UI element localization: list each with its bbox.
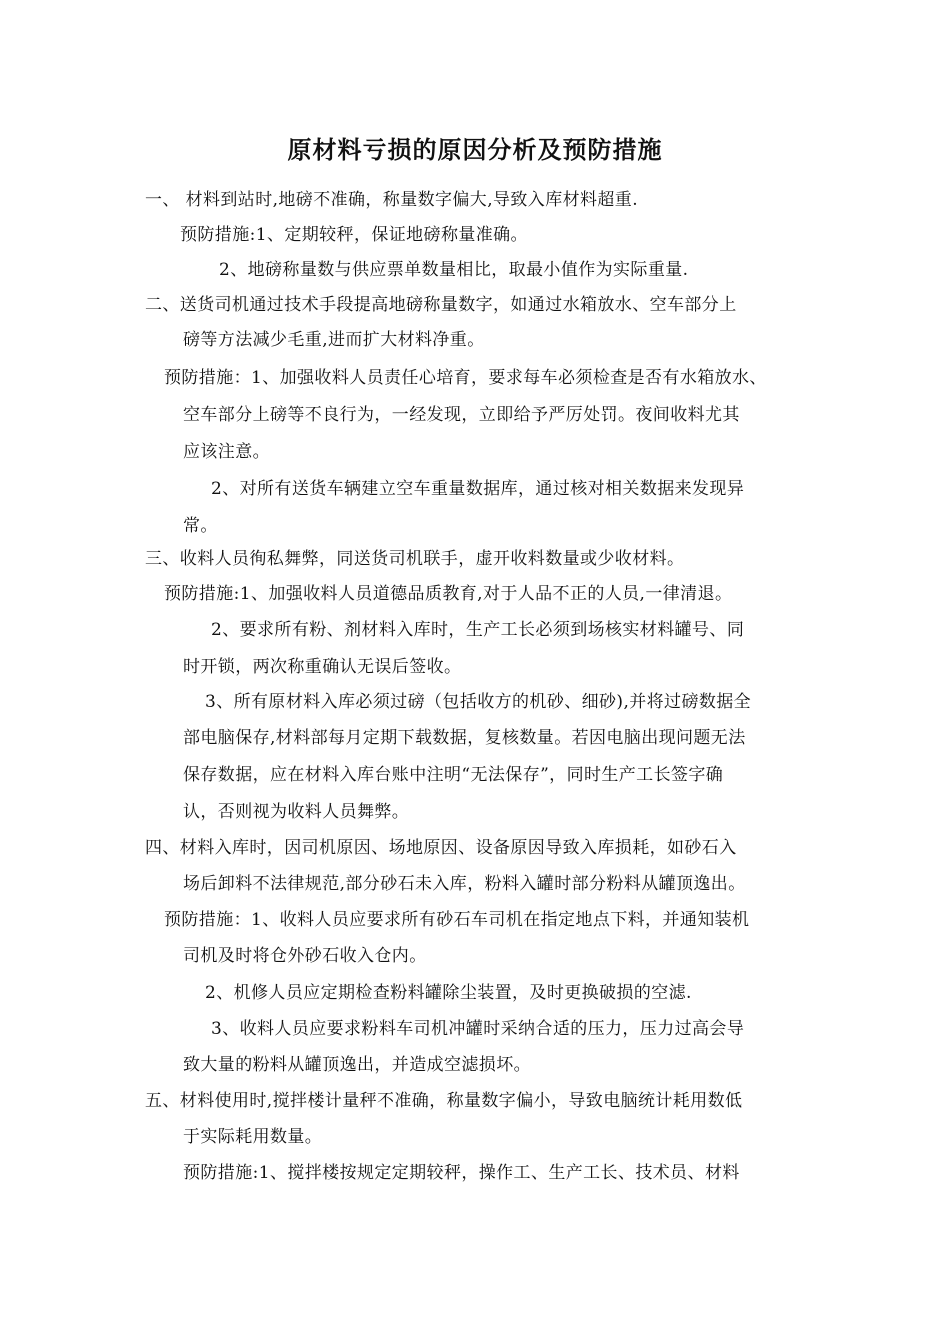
section-3-measure-1: 预防措施:1、加强收料人员道德品质教育,对于人品不正的人员,一律清退。 [164,584,733,604]
section-3-measure-3-cont: 认，否则视为收料人员舞弊。 [183,802,410,822]
section-1-measure-1: 预防措施:1、定期较秤，保证地磅称量准确。 [180,225,528,245]
section-3-measure-2: 2、要求所有粉、剂材料入库时，生产工长必须到场核实材料罐号、同 [211,620,745,640]
document-title: 原材料亏损的原因分析及预防措施 [287,136,663,164]
section-1-measure-2: 2、地磅称量数与供应票单数量相比，取最小值作为实际重量. [219,260,689,280]
section-4-measure-3-cont: 致大量的粉料从罐顶逸出，并造成空滤损坏。 [183,1055,531,1075]
section-5-measure-1: 预防措施:1、搅拌楼按规定定期较秤，操作工、生产工长、技术员、材料 [183,1163,740,1183]
section-3-heading: 三、收料人员徇私舞弊，同送货司机联手，虚开收料数量或少收材料。 [145,549,685,569]
section-5-heading: 五、材料使用时,搅拌楼计量秤不准确，称量数字偏小，导致电脑统计耗用数低 [145,1091,743,1111]
section-2-measure-2: 2、对所有送货车辆建立空车重量数据库，通过核对相关数据来发现异 [211,479,745,499]
section-4-heading: 四、材料入库时，因司机原因、场地原因、设备原因导致入库损耗，如砂石入 [145,838,737,858]
section-3-measure-3: 3、所有原材料入库必须过磅（包括收方的机砂、细砂),并将过磅数据全 [205,692,752,712]
section-3-measure-2-cont: 时开锁，两次称重确认无误后签收。 [183,657,462,677]
section-2-measure-1-cont: 应该注意。 [183,442,270,462]
section-2-heading: 二、送货司机通过技术手段提高地磅称量数字，如通过水箱放水、空车部分上 [145,295,737,315]
section-4-measure-2: 2、机修人员应定期检查粉料罐除尘装置，及时更换破损的空滤. [205,983,692,1003]
section-2-heading-cont: 磅等方法减少毛重,进而扩大材料净重。 [183,330,485,350]
section-2-measure-1: 预防措施：1、加强收料人员责任心培育，要求每车必须检查是否有水箱放水、 [164,368,767,388]
section-1-heading: 一、 材料到站时,地磅不准确，称量数字偏大,导致入库材料超重. [145,190,639,210]
section-4-heading-cont: 场后卸料不法律规范,部分砂石未入库，粉料入罐时部分粉料从罐顶逸出。 [183,874,746,894]
section-4-measure-1: 预防措施：1、收料人员应要求所有砂石车司机在指定地点下料，并通知装机 [164,910,750,930]
section-2-measure-2-cont: 常。 [183,516,218,536]
section-4-measure-3: 3、收料人员应要求粉料车司机冲罐时采纳合适的压力，压力过高会导 [211,1019,745,1039]
section-4-measure-1-cont: 司机及时将仓外砂石收入仓内。 [183,946,427,966]
section-5-heading-cont: 于实际耗用数量。 [183,1127,323,1147]
section-2-measure-1-cont: 空车部分上磅等不良行为，一经发现，立即给予严厉处罚。夜间收料尤其 [183,405,740,425]
section-3-measure-3-cont: 保存数据，应在材料入库台账中注明“无法保存”，同时生产工长签字确 [183,765,724,785]
section-3-measure-3-cont: 部电脑保存,材料部每月定期下载数据，复核数量。若因电脑出现问题无法 [183,728,746,748]
